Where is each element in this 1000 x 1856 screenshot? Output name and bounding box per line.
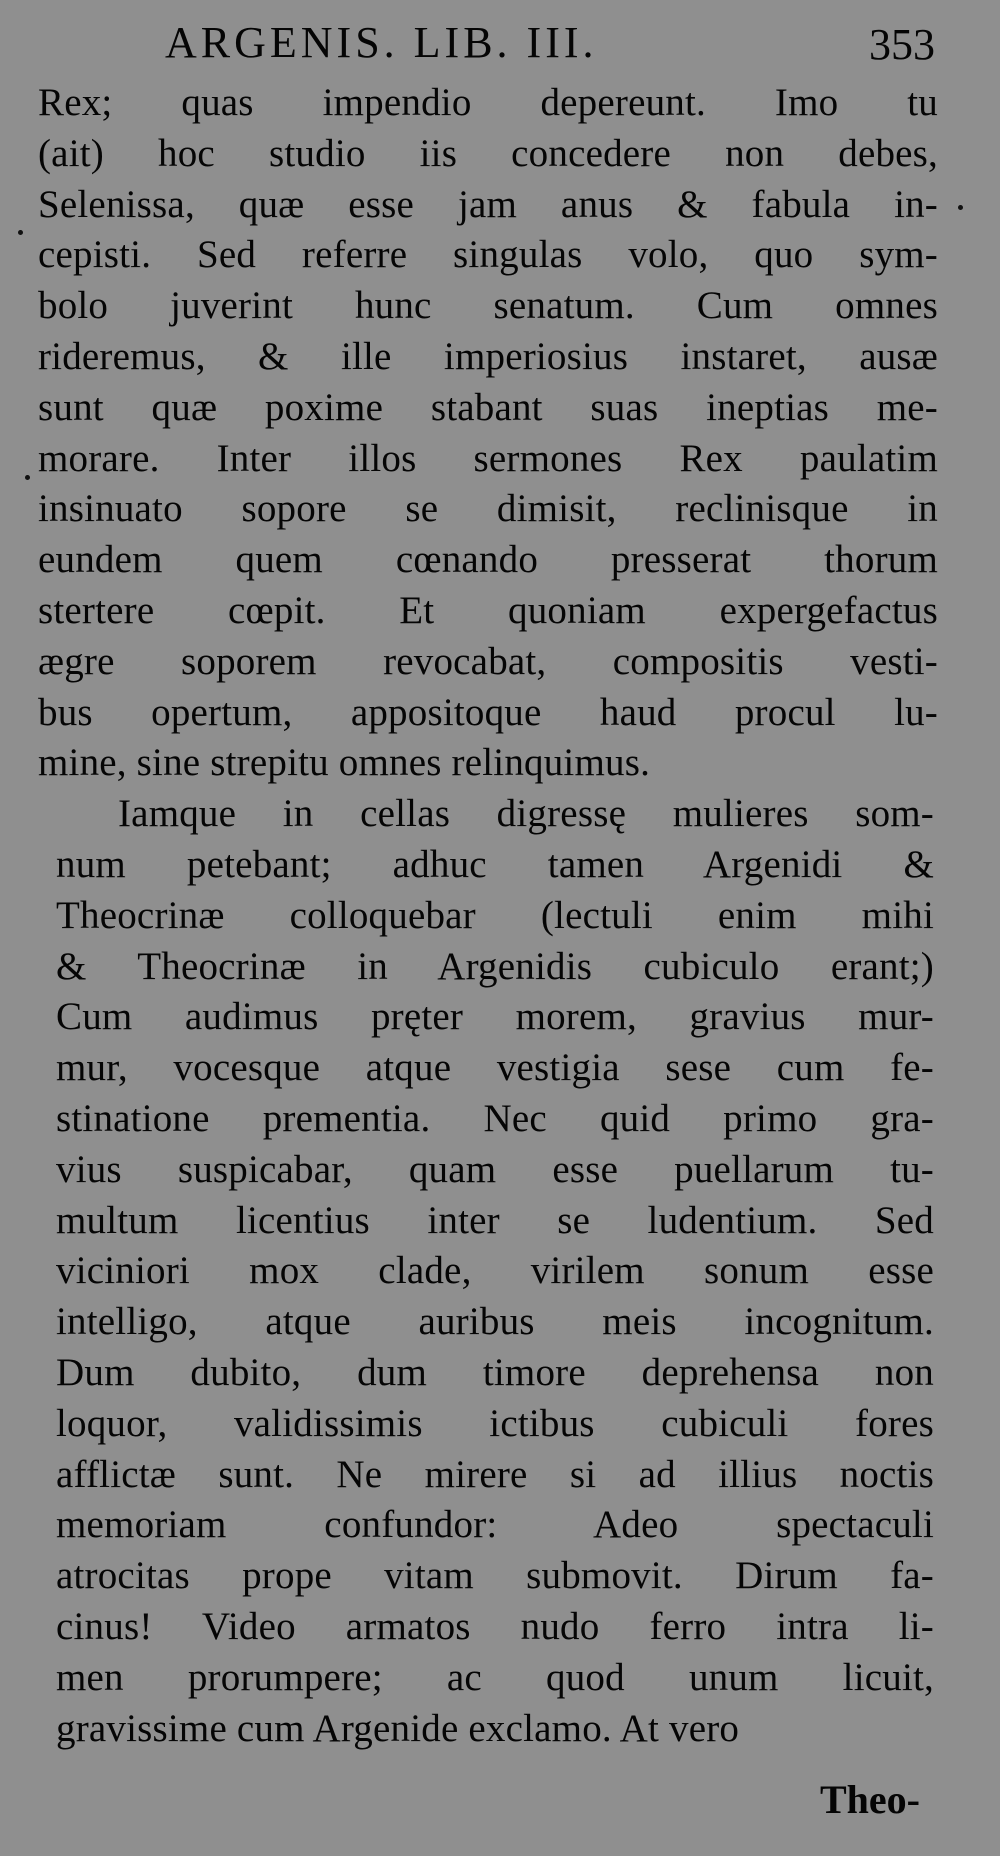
text-line: sunt quæ poxime stabant suas ineptias me- [38, 385, 938, 429]
text-line: multum licentius inter se ludentium. Sed [56, 1198, 934, 1242]
running-head [165, 14, 935, 72]
text-line: morare. Inter illos sermones Rex paulatim [38, 436, 938, 480]
text-line: cinus! Video armatos nudo ferro intra li- [56, 1604, 934, 1648]
text-line: insinuato sopore se dimisit, reclinisque in [38, 487, 938, 531]
page-number: 353 [869, 20, 935, 69]
text-line: num petebant; adhuc tamen Argenidi & [56, 842, 934, 886]
text-line: cepisti. Sed referre singulas volo, quo sym- [38, 233, 938, 277]
paragraph-2 [56, 789, 934, 1754]
text-line: Selenissa, quæ esse jam anus & fabula in- [38, 182, 938, 226]
text-line: men prorumpere; ac quod unum licuit, [56, 1655, 934, 1699]
text-line: & Theocrinæ in Argenidis cubiculo erant;) [56, 944, 934, 988]
text-line: intelligo, atque auribus meis incognitum. [56, 1300, 934, 1344]
text-line: gravissime cum Argenide exclamo. At vero [56, 1706, 740, 1750]
text-line: atrocitas prope vitam submovit. Dirum fa- [56, 1554, 934, 1598]
text-line: memoriam confundor: Adeo spectaculi [56, 1503, 934, 1547]
text-line: bolo juverint hunc senatum. Cum omnes [38, 284, 938, 328]
text-line: loquor, validissimis ictibus cubiculi fores [56, 1401, 934, 1445]
text-line: afflictæ sunt. Ne mirere si ad illius noctis [56, 1452, 934, 1496]
printer-speck [18, 230, 23, 235]
paragraph-1 [38, 78, 938, 789]
running-title: ARGENIS. LIB. III. [165, 18, 598, 67]
text-line: Theocrinæ colloquebar (lectuli enim mihi [56, 893, 934, 937]
text-line: Dum dubito, dum timore deprehensa non [56, 1350, 934, 1394]
text-line: stinatione prementia. Nec quid primo gra- [56, 1096, 934, 1140]
text-line: eundem quem cœnando presserat thorum [38, 538, 938, 582]
text-line: bus opertum, appositoque haud procul lu- [38, 690, 938, 734]
text-line: Rex; quas impendio depereunt. Imo tu [38, 81, 938, 124]
text-line: stertere cœpit. Et quoniam expergefactus [38, 588, 938, 632]
text-line: vius suspicabar, quam esse puellarum tu- [56, 1147, 934, 1191]
text-line: viciniori mox clade, virilem sonum esse [56, 1249, 934, 1293]
printer-speck [958, 205, 963, 210]
text-line: Cum audimus pręter morem, gravius mur- [56, 995, 934, 1039]
catchword: Theo- [820, 1777, 920, 1822]
text-line: (ait) hoc studio iis concedere non debes, [38, 131, 938, 175]
text-line: Iamque in cellas digressę mulieres som- [118, 792, 934, 836]
text-line: ægre soporem revocabat, compositis vesti- [38, 639, 938, 683]
text-line: rideremus, & ille imperiosius instaret, ausæ [38, 334, 938, 378]
body-text [38, 78, 938, 1754]
text-line: mur, vocesque atque vestigia sese cum fe- [56, 1046, 934, 1090]
text-line: mine, sine strepitu omnes relinquimus. [38, 741, 651, 785]
printer-speck [25, 475, 30, 480]
